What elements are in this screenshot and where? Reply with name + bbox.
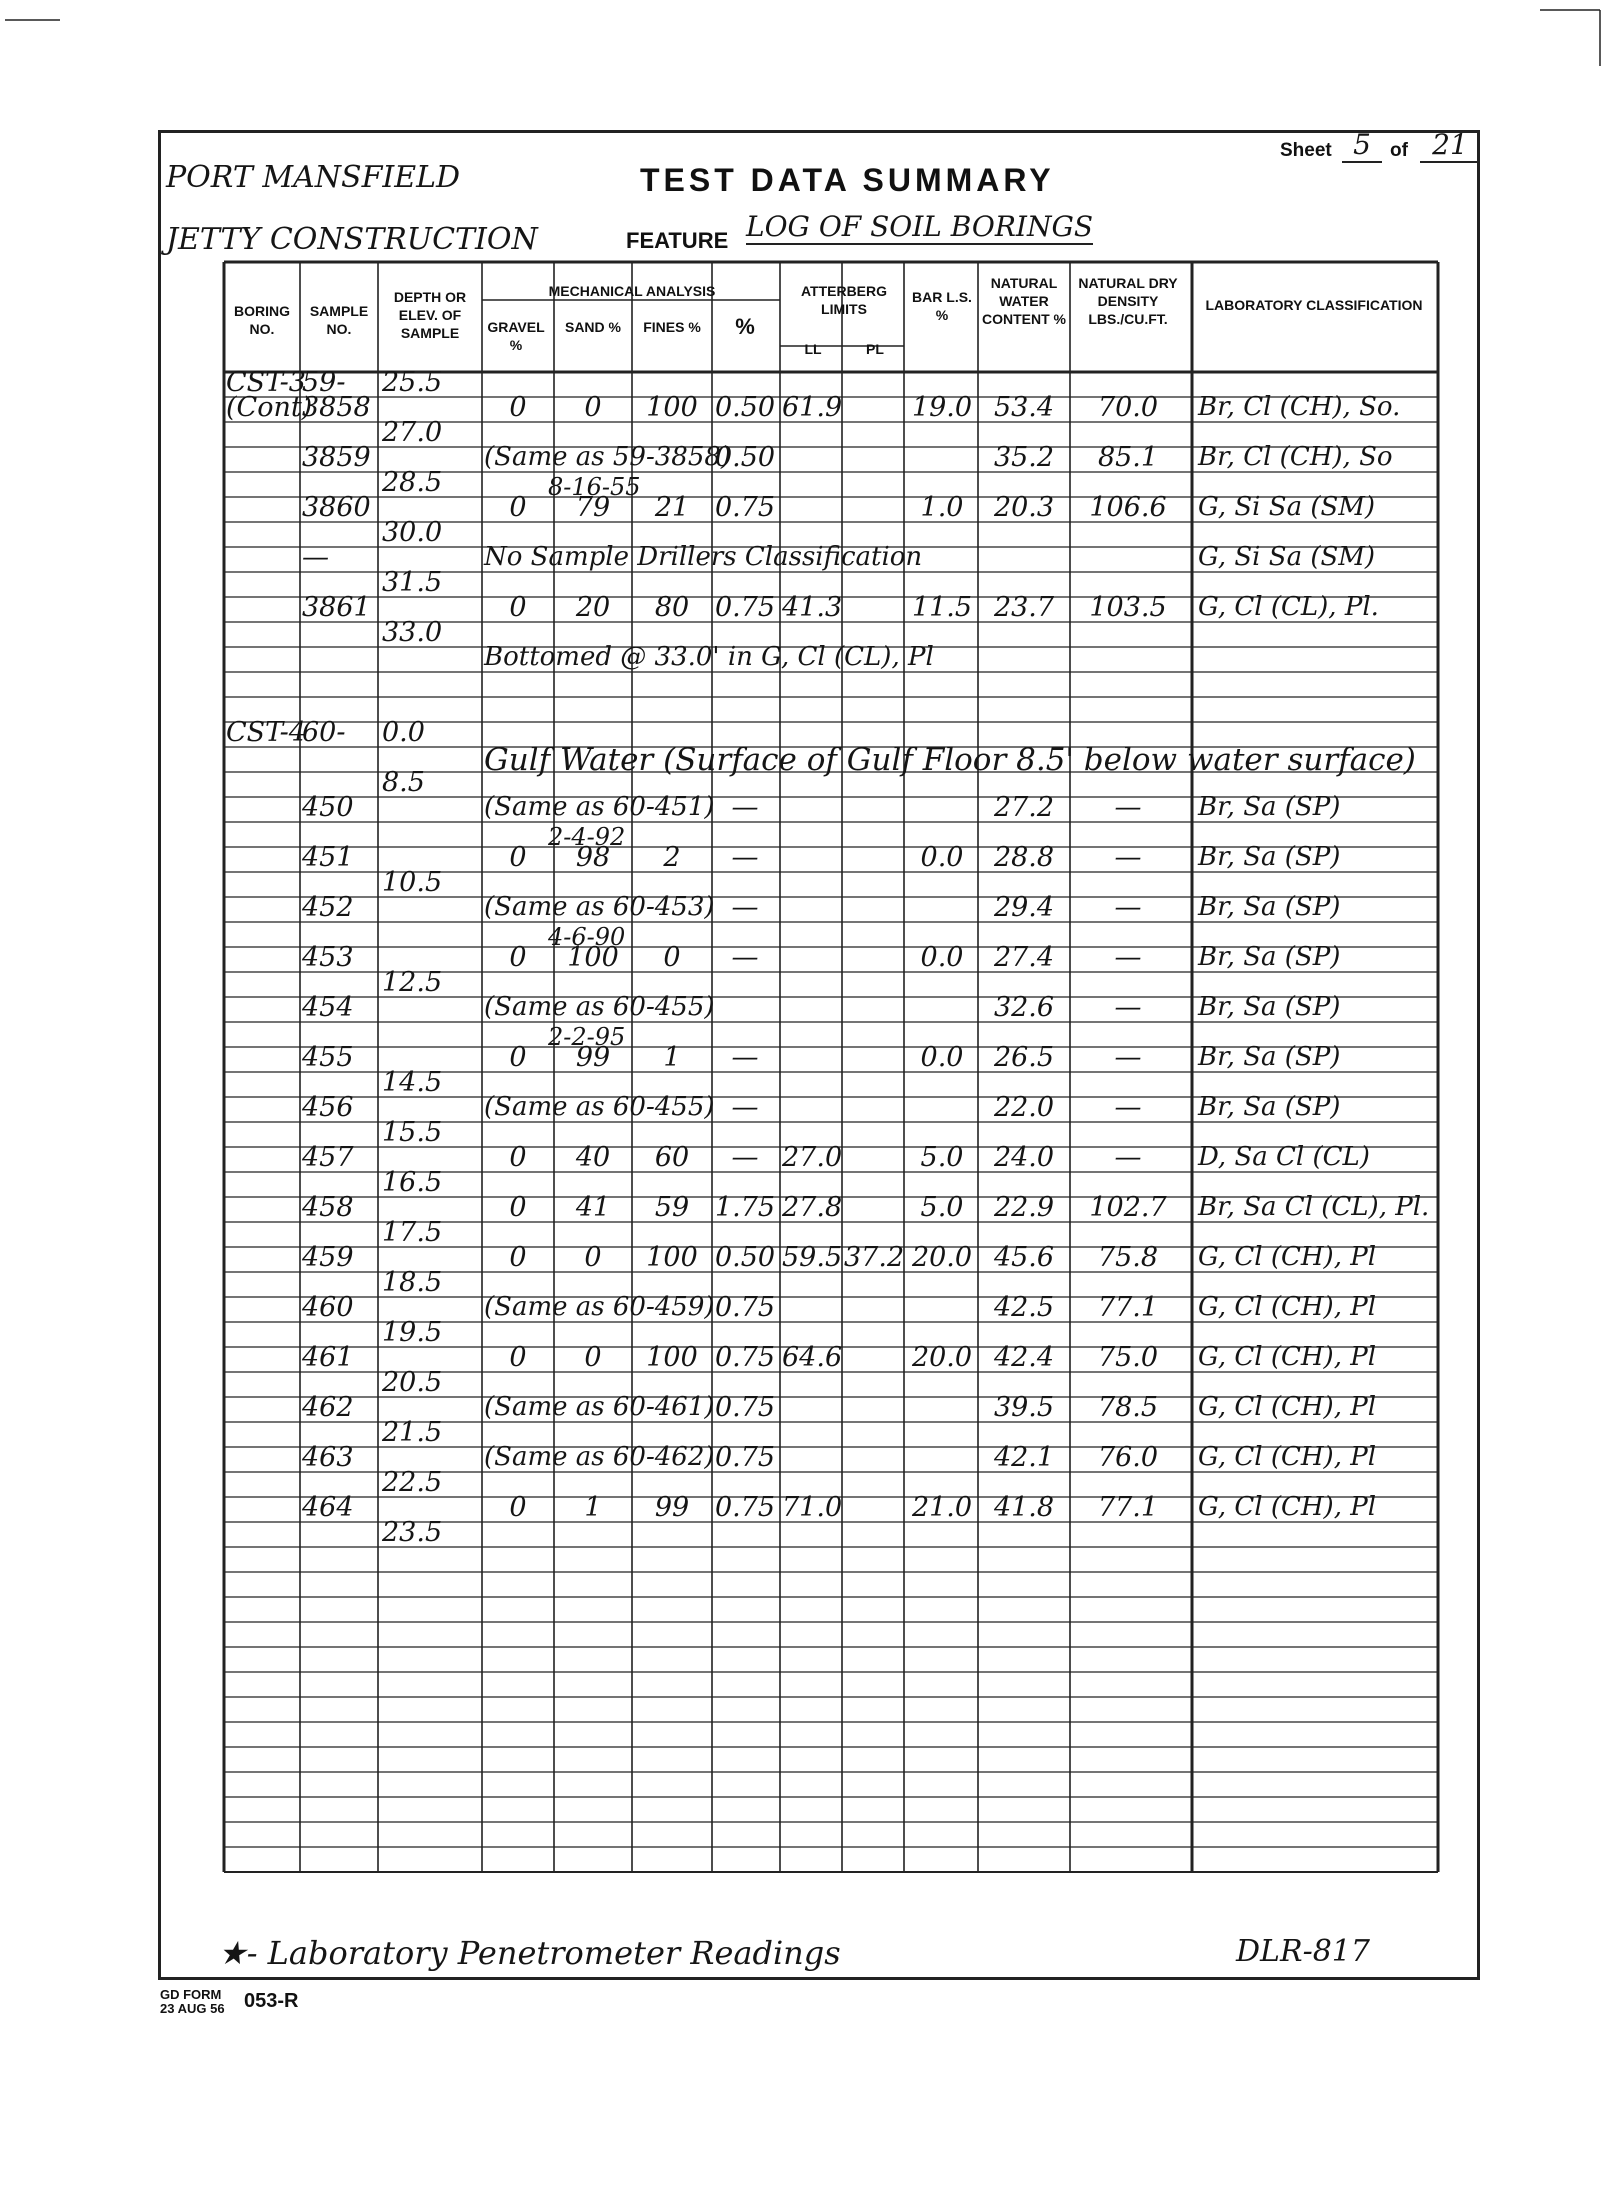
cell-cls: G, Cl (CH), Pl (1198, 1392, 1377, 1422)
col-sand-header: SAND % (564, 319, 621, 335)
cell-bar: 0.0 (920, 942, 964, 973)
cell-fines: 0 (663, 942, 681, 973)
cell-note: (Same as 60-453) (484, 892, 715, 922)
cell-sample: 456 (302, 1092, 354, 1123)
cell-gravel: 0 (509, 1192, 527, 1223)
cell-depth: 12.5 (382, 967, 443, 998)
cell-note: (Same as 60-461) (484, 1392, 715, 1422)
cell-depth: 28.5 (382, 467, 443, 498)
cell-sand: 79 (575, 492, 611, 523)
cell-sample: 460 (302, 1292, 354, 1323)
col-boring-header: BORING NO. (234, 303, 290, 337)
cell-pen: 0.75 (714, 1442, 776, 1473)
cell-note: No Sample Drillers Classification (484, 542, 923, 572)
cell-note: (Same as 60-459) (484, 1292, 715, 1322)
cell-pen: 0.75 (714, 1392, 776, 1423)
cell-cls: G, Cl (CH), Pl (1198, 1442, 1377, 1472)
cell-gravel: 0 (509, 842, 527, 873)
cell-depth: 16.5 (382, 1167, 443, 1198)
cell-sample: 3860 (302, 492, 371, 523)
cell-pen: — (731, 1142, 759, 1173)
cell-pen: 0.50 (714, 1242, 776, 1273)
cell-cls: G, Cl (CH), Pl (1198, 1292, 1377, 1322)
cell-cls: Br, Sa (SP) (1198, 942, 1341, 972)
cell-water: 27.2 (993, 792, 1055, 823)
cell-note: (Same as 60-462) (484, 1442, 715, 1472)
cell-sample: 461 (302, 1342, 354, 1373)
cell-pl: 37.2 (844, 1242, 905, 1273)
cell-sand: 98 (575, 842, 611, 873)
cell-bar: 5.0 (920, 1142, 964, 1173)
cell-gravel: 0 (509, 942, 527, 973)
cell-cls: Br, Sa Cl (CL), Pl. (1198, 1192, 1430, 1222)
cell-density: 78.5 (1097, 1392, 1159, 1423)
cell-cls: G, Si Sa (SM) (1198, 542, 1376, 572)
cell-water: 24.0 (993, 1142, 1055, 1173)
cell-bar: 5.0 (920, 1192, 964, 1223)
cell-note: (Same as 59-3858) (484, 442, 732, 472)
cell-sample: 3859 (302, 442, 371, 473)
form-label: GD FORM 23 AUG 56 (160, 1987, 225, 2016)
cell-sand: 0 (584, 1242, 602, 1273)
cell-water: 42.5 (993, 1292, 1055, 1323)
col-classification-header: LABORATORY CLASSIFICATION (1205, 297, 1423, 313)
cell-depth: 30.0 (382, 517, 443, 548)
cell-bar: 19.0 (911, 392, 973, 423)
cell-fines: 2 (663, 842, 681, 873)
cell-pen: 0.75 (714, 492, 776, 523)
cell-density: 70.0 (1097, 392, 1159, 423)
cell-fines: 80 (654, 592, 690, 623)
cell-boring: (Cont) (226, 392, 313, 423)
project-name: PORT MANSFIELD (166, 160, 461, 195)
page-title: TEST DATA SUMMARY (640, 162, 1055, 198)
cell-depth: 15.5 (382, 1117, 443, 1148)
cell-note: (Same as 60-455) (484, 992, 715, 1022)
cell-density: — (1114, 1142, 1142, 1173)
cell-depth: 33.0 (382, 617, 443, 648)
cell-pen: — (731, 892, 759, 923)
cell-cls: Br, Sa (SP) (1198, 1042, 1341, 1072)
cell-depth: 14.5 (382, 1067, 443, 1098)
cell-bar: 1.0 (920, 492, 964, 523)
sheet-of-label: of (1390, 140, 1408, 161)
cell-fines: 21 (654, 492, 690, 523)
cell-cls: G, Cl (CH), Pl (1198, 1342, 1377, 1372)
cell-pen: — (731, 1092, 759, 1123)
cell-cls: Br, Cl (CH), So (1198, 442, 1393, 472)
cell-pen: 0.75 (714, 1342, 776, 1373)
col-penetrometer-header: % (735, 314, 755, 339)
cell-sand: 0 (584, 392, 602, 423)
cell-fines: 59 (654, 1192, 690, 1223)
cell-bar: 20.0 (911, 1342, 973, 1373)
cell-depth: 19.5 (382, 1317, 443, 1348)
cell-fines: 100 (646, 1242, 698, 1273)
cell-pen: 1.75 (714, 1192, 776, 1223)
cell-density: — (1114, 1092, 1142, 1123)
cell-ll: 27.0 (782, 1142, 843, 1173)
col-bar-header: BAR L.S. % (912, 289, 972, 323)
cell-pen: 0.75 (714, 592, 776, 623)
cell-cls: Br, Sa (SP) (1198, 892, 1341, 922)
cell-sample: 453 (302, 942, 354, 973)
cell-sand: 0 (584, 1342, 602, 1373)
cell-bar: 0.0 (920, 842, 964, 873)
cell-gravel: 0 (509, 1342, 527, 1373)
cell-pen: 0.50 (714, 392, 776, 423)
cell-fines: 60 (654, 1142, 690, 1173)
cell-density: 103.5 (1089, 592, 1167, 623)
cell-fines: 100 (646, 1342, 698, 1373)
cell-water: 45.6 (993, 1242, 1055, 1273)
cell-density: — (1114, 842, 1142, 873)
cell-depth: 10.5 (382, 867, 443, 898)
cell-bar: 11.5 (911, 592, 973, 623)
cell-pen: 0.50 (714, 442, 776, 473)
footnote: ★- Laboratory Penetrometer Readings (218, 1934, 841, 1972)
cell-depth: 27.0 (382, 417, 443, 448)
cell-water: 28.8 (993, 842, 1055, 873)
sheet-number: 5 (1342, 128, 1382, 163)
cell-density: 77.1 (1097, 1492, 1159, 1523)
col-density-header: NATURAL DRY DENSITY LBS./CU.FT. (1078, 275, 1178, 327)
cell-density: 76.0 (1097, 1442, 1159, 1473)
cell-gradation: 4-6-90 (548, 923, 626, 951)
cell-gravel: 0 (509, 1242, 527, 1273)
cell-gravel: 0 (509, 492, 527, 523)
cell-sand: 41 (575, 1192, 611, 1223)
cell-depth: 0.0 (382, 717, 425, 748)
cell-boring: CST-3 (226, 367, 306, 398)
cell-cls: G, Cl (CL), Pl. (1198, 592, 1379, 622)
cell-sample: 458 (302, 1192, 354, 1223)
cell-cls: Br, Cl (CH), So. (1198, 392, 1401, 422)
col-pl-header: PL (866, 341, 884, 357)
cell-depth: 20.5 (382, 1367, 443, 1398)
cell-water: 27.4 (993, 942, 1055, 973)
cell-gravel: 0 (509, 1042, 527, 1073)
cell-depth: 18.5 (382, 1267, 443, 1298)
document-code: DLR-817 (1236, 1934, 1370, 1969)
cell-depth: 31.5 (382, 567, 443, 598)
cell-cls: Br, Sa (SP) (1198, 992, 1341, 1022)
cell-ll: 59.5 (782, 1242, 843, 1273)
cell-water: 23.7 (993, 592, 1055, 623)
cell-water: 32.6 (993, 992, 1055, 1023)
cell-density: — (1114, 1042, 1142, 1073)
cell-depth: 17.5 (382, 1217, 443, 1248)
cell-note: (Same as 60-455) (484, 1092, 715, 1122)
cell-sample: 452 (302, 892, 354, 923)
cell-sample: 462 (302, 1392, 354, 1423)
cell-sample: 459 (302, 1242, 354, 1273)
cell-density: 75.8 (1097, 1242, 1159, 1273)
cell-depth: 25.5 (382, 367, 443, 398)
feature-value: LOG OF SOIL BORINGS (746, 210, 1094, 243)
cell-water: 26.5 (993, 1042, 1055, 1073)
cell-bar: 0.0 (920, 1042, 964, 1073)
cell-sample: 3858 (302, 392, 371, 423)
cell-density: 75.0 (1097, 1342, 1159, 1373)
cell-cls: Br, Sa (SP) (1198, 842, 1341, 872)
cell-cls: G, Cl (CH), Pl (1198, 1492, 1377, 1522)
cell-sample: 451 (302, 842, 354, 873)
col-gravel-header: GRAVEL % (487, 319, 545, 353)
cell-cls: G, Cl (CH), Pl (1198, 1242, 1377, 1272)
cell-fines: 100 (646, 392, 698, 423)
cell-sample: — (302, 542, 329, 573)
cell-water: 22.0 (993, 1092, 1055, 1123)
cell-water: 41.8 (993, 1492, 1055, 1523)
cell-ll: 41.3 (782, 592, 843, 623)
cell-sand: 100 (567, 942, 619, 973)
col-atterberg-header: ATTERBERG LIMITS (800, 283, 888, 317)
cell-note: Bottomed @ 33.0' in G, Cl (CL), Pl (484, 642, 934, 672)
cell-gravel: 0 (509, 392, 527, 423)
cell-pen: — (731, 942, 759, 973)
cell-sample: 457 (302, 1142, 354, 1173)
cell-pen: 0.75 (714, 1292, 776, 1323)
cell-depth: 22.5 (382, 1467, 443, 1498)
cell-density: — (1114, 792, 1142, 823)
cell-sand: 40 (575, 1142, 611, 1173)
col-fines-header: FINES % (643, 319, 701, 335)
cell-sample: 464 (302, 1492, 354, 1523)
cell-density: 77.1 (1097, 1292, 1159, 1323)
cell-gradation: 8-16-55 (548, 473, 641, 501)
cell-sample: 455 (302, 1042, 354, 1073)
cell-density: 102.7 (1089, 1192, 1167, 1223)
cell-pen: — (731, 842, 759, 873)
form-number: 053-R (244, 1990, 299, 2012)
cell-sample: 60- (302, 717, 346, 748)
cell-gradation: 2-4-92 (548, 823, 626, 851)
cell-fines: 99 (654, 1492, 690, 1523)
cell-water: 53.4 (993, 392, 1055, 423)
cell-sample: 450 (302, 792, 354, 823)
cell-sample: 3861 (302, 592, 371, 623)
cell-ll: 61.9 (782, 392, 843, 423)
cell-note: (Same as 60-451) (484, 792, 715, 822)
cell-cls: G, Si Sa (SM) (1198, 492, 1376, 522)
sheet-total: 21 (1420, 128, 1480, 163)
cell-cls: D, Sa Cl (CL) (1198, 1142, 1370, 1172)
cell-gradation: 2-2-95 (548, 1023, 626, 1051)
cell-bar: 21.0 (911, 1492, 973, 1523)
cell-sand: 1 (584, 1492, 602, 1523)
cell-ll: 71.0 (782, 1492, 843, 1523)
col-sample-header: SAMPLE NO. (309, 303, 369, 337)
cell-sample: 463 (302, 1442, 354, 1473)
cell-sand: 20 (575, 592, 611, 623)
cell-water: 29.4 (993, 892, 1055, 923)
cell-bar: 20.0 (911, 1242, 973, 1273)
cell-gravel: 0 (509, 1492, 527, 1523)
sheet-label: Sheet (1280, 140, 1332, 161)
cell-water: 22.9 (993, 1192, 1055, 1223)
cell-boring: CST-4 (226, 717, 306, 748)
cell-sand: 99 (575, 1042, 611, 1073)
cell-density: — (1114, 942, 1142, 973)
cell-cls: Br, Sa (SP) (1198, 792, 1341, 822)
cell-fines: 1 (663, 1042, 681, 1073)
cell-water: 35.2 (993, 442, 1055, 473)
col-ll-header: LL (804, 341, 822, 357)
feature-label: FEATURE (626, 228, 729, 253)
cell-sample: 59- (302, 367, 346, 398)
cell-ll: 27.8 (782, 1192, 843, 1223)
cell-depth: 23.5 (382, 1517, 443, 1548)
project-subtitle: JETTY CONSTRUCTION (166, 222, 538, 257)
cell-pen: — (731, 1042, 759, 1073)
col-mechanical-header: MECHANICAL ANALYSIS (548, 283, 716, 299)
col-water-header: NATURAL WATER CONTENT % (982, 275, 1066, 327)
cell-water: 42.1 (993, 1442, 1055, 1473)
col-depth-header: DEPTH OR ELEV. OF SAMPLE (393, 289, 467, 341)
cell-density: 106.6 (1089, 492, 1167, 523)
cell-water: 20.3 (993, 492, 1055, 523)
cell-sample: 454 (302, 992, 354, 1023)
cell-water: 39.5 (993, 1392, 1055, 1423)
cell-gravel: 0 (509, 592, 527, 623)
cell-note: Gulf Water (Surface of Gulf Floor 8.5' below water surface) (484, 742, 1416, 778)
cell-depth: 8.5 (382, 767, 425, 798)
cell-water: 42.4 (993, 1342, 1055, 1373)
cell-density: 85.1 (1097, 442, 1159, 473)
cell-cls: Br, Sa (SP) (1198, 1092, 1341, 1122)
cell-density: — (1114, 892, 1142, 923)
cell-pen: 0.75 (714, 1492, 776, 1523)
cell-gravel: 0 (509, 1142, 527, 1173)
cell-density: — (1114, 992, 1142, 1023)
cell-pen: — (731, 792, 759, 823)
cell-depth: 21.5 (382, 1417, 443, 1448)
cell-ll: 64.6 (782, 1342, 843, 1373)
